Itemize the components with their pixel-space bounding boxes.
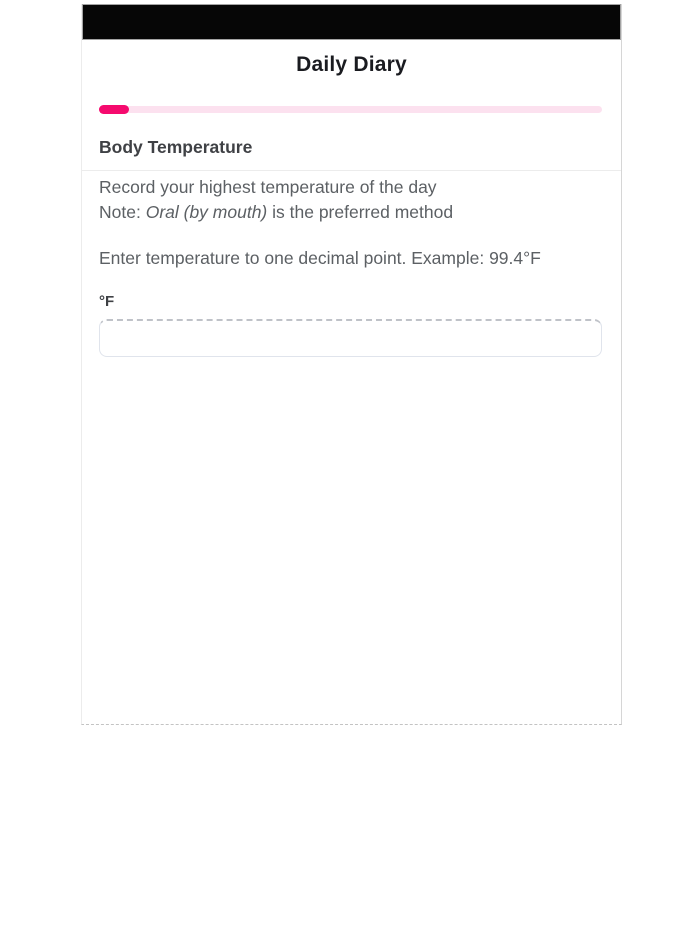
instruction-paragraph-2: Enter temperature to one decimal point. Example: 99.4°F [99,248,541,268]
page-title: Daily Diary [296,53,407,76]
note-italic-text: Oral (by mouth) [145,202,268,222]
daily-diary-card [81,4,622,725]
divider [82,170,621,171]
instruction-paragraph-1 [99,175,602,225]
note-prefix: Note: [99,202,146,222]
section-heading: Body Temperature [99,137,253,157]
status-bar [82,4,621,40]
progress-bar [99,106,602,113]
progress-fill [99,105,129,114]
unit-label: °F [99,293,115,310]
instruction-line-1: Record your highest temperature of the day [99,177,437,197]
temperature-input[interactable] [99,319,602,357]
note-suffix: is the preferred method [267,202,454,222]
